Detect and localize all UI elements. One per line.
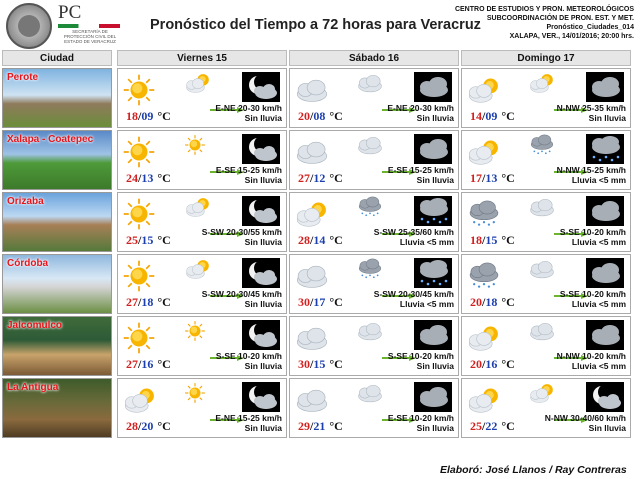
table-header [0,50,640,66]
temp-min: 08 [313,109,326,123]
temp-separator: / [138,295,142,309]
temp-min: 22 [485,419,498,433]
temp-unit: °C [157,357,171,371]
rain-text: Sin lluvia [244,299,282,309]
temp-min: 14 [313,233,326,247]
afternoon-weather-icon [184,134,212,156]
afternoon-weather-icon [528,258,556,280]
night-weather-icon [414,258,452,288]
table-row [0,67,640,129]
rain-text: Sin lluvia [244,175,282,185]
night-weather-icon [586,196,624,226]
temperature [470,419,515,434]
temp-min: 20 [141,419,154,433]
afternoon-weather-icon [356,134,384,156]
night-weather-icon [586,72,624,102]
temp-min: 16 [485,357,498,371]
temp-separator: / [138,233,142,247]
forecast-cell [461,254,631,314]
temp-max: 27 [126,295,138,309]
temp-separator: / [310,357,314,371]
temp-max: 17 [470,171,482,185]
temperature [126,233,171,248]
rain-text: Sin lluvia [588,113,626,123]
temp-separator: / [482,233,486,247]
city-name: Jalcomulco [7,320,63,331]
afternoon-weather-icon [184,196,212,218]
temp-min: 15 [313,357,326,371]
city-photo [2,192,112,252]
temperature [298,233,343,248]
forecast-cell [289,130,459,190]
temp-separator: / [310,171,314,185]
afternoon-weather-icon [528,134,556,156]
temp-min: 16 [141,357,154,371]
temperature [126,357,171,372]
temp-min: 13 [485,171,498,185]
night-weather-icon [586,134,624,164]
wind-rain-info [387,103,454,123]
rain-text: Sin lluvia [244,113,282,123]
wind-text: E-NE 20-30 km/h [215,103,282,113]
wind-text: S-SW 20-30/55 km/h [201,227,282,237]
temp-unit: °C [501,419,515,433]
morning-weather-icon [122,259,158,293]
afternoon-weather-icon [528,320,556,342]
rain-text: Sin lluvia [416,361,454,371]
temp-max: 14 [470,109,482,123]
center-line: Pronóstico_Ciudades_014 [546,24,634,31]
temperature [470,233,515,248]
temp-min: 09 [141,109,154,123]
afternoon-weather-icon [356,258,384,280]
temp-min: 18 [141,295,154,309]
temp-separator: / [138,357,142,371]
temp-max: 25 [470,419,482,433]
temp-unit: °C [329,295,343,309]
forecast-cell [117,68,287,128]
night-weather-icon [242,258,280,288]
author-credit: Elaboró: José Llanos / Ray Contreras [440,464,627,476]
temp-unit: °C [501,357,515,371]
center-info [455,5,634,41]
wind-rain-info [560,289,626,309]
temp-unit: °C [329,357,343,371]
night-weather-icon [586,320,624,350]
temp-separator: / [482,419,486,433]
afternoon-weather-icon [356,382,384,404]
footer [0,462,640,479]
column-header-day1: Viernes 15 [117,50,287,66]
night-weather-icon [242,382,280,412]
wind-text: S-SE 10-20 km/h [387,351,454,361]
temp-separator: / [138,171,142,185]
night-weather-icon [586,382,624,412]
temp-min: 17 [313,295,326,309]
temp-max: 20 [470,357,482,371]
wind-text: S-SE 10-20 km/h [559,227,626,237]
temp-unit: °C [157,233,171,247]
temp-min: 13 [141,171,154,185]
wind-rain-info [388,165,454,185]
wind-rain-info [216,165,282,185]
forecast-cell [289,316,459,376]
temp-max: 25 [126,233,138,247]
morning-weather-icon [294,383,330,417]
morning-weather-icon [122,383,158,417]
morning-weather-icon [294,135,330,169]
temperature [298,295,343,310]
city-name: La Antigua [7,382,59,393]
city-name: Córdoba [7,258,49,269]
temp-max: 27 [298,171,310,185]
rain-text: Lluvia <5 mm [571,237,626,247]
temp-max: 29 [298,419,310,433]
wind-rain-info [557,165,626,185]
temperature [126,109,171,124]
temp-min: 12 [313,171,326,185]
morning-weather-icon [122,73,158,107]
wind-text: S-SW 20-30/45 km/h [373,289,454,299]
pc-logo-sub: SECRETARÍA DE PROTECCIÓN CIVIL DEL ESTADO DE VERACRUZ [63,29,117,44]
temp-max: 20 [298,109,310,123]
temperature [298,357,343,372]
wind-text: N-NW 15-25 km/h [556,165,626,175]
temp-separator: / [310,233,314,247]
wind-text: E-SE 15-25 km/h [387,165,454,175]
morning-weather-icon [294,321,330,355]
table-row [0,129,640,191]
rain-text: Sin lluvia [244,361,282,371]
forecast-cell [289,192,459,252]
rain-text: Sin lluvia [588,423,626,433]
afternoon-weather-icon [356,72,384,94]
temp-min: 15 [141,233,154,247]
table-row [0,253,640,315]
column-header-day2: Sábado 16 [289,50,459,66]
temp-separator: / [482,295,486,309]
rain-text: Sin lluvia [244,237,282,247]
temp-unit: °C [501,295,515,309]
forecast-cell [117,254,287,314]
forecast-cell [117,192,287,252]
city-name: Perote [7,72,39,83]
rain-text: Lluvia <5 mm [571,175,626,185]
forecast-cell [289,68,459,128]
wind-rain-info [388,413,454,433]
rain-text: Lluvia <5 mm [399,299,454,309]
wind-rain-info [216,351,282,371]
wind-text: S-SW 20-30/45 km/h [201,289,282,299]
rain-text: Sin lluvia [416,175,454,185]
morning-weather-icon [294,197,330,231]
wind-rain-info [374,227,454,247]
night-weather-icon [242,72,280,102]
temp-max: 30 [298,295,310,309]
temp-max: 18 [126,109,138,123]
temp-separator: / [482,357,486,371]
afternoon-weather-icon [356,196,384,218]
temp-unit: °C [329,419,343,433]
temp-max: 27 [126,357,138,371]
pc-logo-text: PC [58,2,82,23]
afternoon-weather-icon [356,320,384,342]
proteccion-civil-logo [58,2,122,46]
temp-min: 09 [485,109,498,123]
wind-text: E-SE 15-25 km/h [215,165,282,175]
temp-separator: / [310,419,314,433]
morning-weather-icon [466,321,502,355]
wind-text: E-NE 20-30 km/h [387,103,454,113]
night-weather-icon [242,196,280,226]
afternoon-weather-icon [528,382,556,404]
wind-rain-info [545,413,626,433]
temp-unit: °C [501,233,515,247]
temperature [470,357,515,372]
forecast-cell [461,130,631,190]
wind-rain-info [388,351,454,371]
temperature [298,419,343,434]
temp-unit: °C [157,295,171,309]
column-header-day3: Domingo 17 [461,50,631,66]
night-weather-icon [414,72,452,102]
morning-weather-icon [466,383,502,417]
wind-rain-info [557,351,626,371]
wind-text: S-SW 25-35/60 km/h [373,227,454,237]
temp-max: 28 [298,233,310,247]
forecast-cell [461,316,631,376]
temp-max: 20 [470,295,482,309]
wind-rain-info [374,289,454,309]
forecast-cell [289,378,459,438]
morning-weather-icon [122,321,158,355]
temp-unit: °C [501,109,515,123]
morning-weather-icon [466,197,502,231]
temp-separator: / [482,171,486,185]
night-weather-icon [414,134,452,164]
temp-separator: / [310,109,314,123]
temp-unit: °C [157,109,171,123]
temperature [470,171,515,186]
temp-max: 24 [126,171,138,185]
night-weather-icon [414,320,452,350]
afternoon-weather-icon [184,72,212,94]
temperature [126,419,171,434]
temperature [126,171,171,186]
temp-max: 30 [298,357,310,371]
flag-bar [58,24,120,28]
morning-weather-icon [294,73,330,107]
morning-weather-icon [466,73,502,107]
temperature [470,109,515,124]
city-photo [2,316,112,376]
wind-text: N-NW 10-20 km/h [556,351,626,361]
temp-separator: / [482,109,486,123]
temp-separator: / [138,109,142,123]
temp-unit: °C [329,171,343,185]
wind-text: S-SE 10-20 km/h [215,351,282,361]
table-row [0,315,640,377]
morning-weather-icon [466,135,502,169]
temp-unit: °C [501,171,515,185]
page-title: Pronóstico del Tiempo a 72 horas para Veracruz [150,17,481,33]
afternoon-weather-icon [528,196,556,218]
forecast-cell [117,130,287,190]
morning-weather-icon [466,259,502,293]
city-name: Orizaba [7,196,44,207]
rain-text: Sin lluvia [244,423,282,433]
center-line: XALAPA, VER., 14/01/2016; 20:00 hrs. [509,33,634,40]
wind-text: E-SE 10-20 km/h [387,413,454,423]
rain-text: Lluvia <5 mm [399,237,454,247]
night-weather-icon [242,134,280,164]
temp-unit: °C [329,233,343,247]
center-line: CENTRO DE ESTUDIOS Y PRON. METEOROLÓGICOS [454,6,634,13]
morning-weather-icon [122,135,158,169]
temp-max: 28 [126,419,138,433]
column-header-city: Ciudad [2,50,112,66]
night-weather-icon [414,382,452,412]
header [0,0,640,50]
afternoon-weather-icon [184,258,212,280]
afternoon-weather-icon [184,320,212,342]
rain-text: Sin lluvia [416,113,454,123]
forecast-cell [461,192,631,252]
rain-text: Lluvia <5 mm [571,361,626,371]
city-photo [2,254,112,314]
wind-text: S-SE 10-20 km/h [559,289,626,299]
wind-rain-info [215,103,282,123]
forecast-cell [461,378,631,438]
temperature [126,295,171,310]
afternoon-weather-icon [184,382,212,404]
night-weather-icon [586,258,624,288]
forecast-cell [117,378,287,438]
wind-text: N-NW 30-40/60 km/h [544,413,626,423]
wind-rain-info [560,227,626,247]
temp-separator: / [310,295,314,309]
temperature [298,171,343,186]
table-row [0,377,640,439]
city-photo [2,378,112,438]
night-weather-icon [242,320,280,350]
wind-rain-info [557,103,626,123]
forecast-cell [461,68,631,128]
wind-rain-info [202,289,282,309]
wind-text: N-NW 25-35 km/h [556,103,626,113]
veracruz-seal-icon [6,3,52,49]
temperature [470,295,515,310]
city-photo [2,68,112,128]
temp-separator: / [138,419,142,433]
rain-text: Lluvia <5 mm [571,299,626,309]
city-photo [2,130,112,190]
center-line: SUBCOORDINACIÓN DE PRON. EST. Y MET. [486,15,634,22]
morning-weather-icon [294,259,330,293]
afternoon-weather-icon [528,72,556,94]
night-weather-icon [414,196,452,226]
temp-max: 18 [470,233,482,247]
temp-min: 21 [313,419,326,433]
forecast-cell [117,316,287,376]
temp-unit: °C [157,171,171,185]
temp-unit: °C [329,109,343,123]
temp-min: 18 [485,295,498,309]
temperature [298,109,343,124]
morning-weather-icon [122,197,158,231]
city-name: Xalapa - Coatepec [7,134,94,145]
wind-rain-info [202,227,282,247]
table-row [0,191,640,253]
rain-text: Sin lluvia [416,423,454,433]
temp-unit: °C [157,419,171,433]
wind-text: E-NE 15-25 km/h [215,413,282,423]
wind-rain-info [215,413,282,433]
temp-min: 15 [485,233,498,247]
forecast-cell [289,254,459,314]
